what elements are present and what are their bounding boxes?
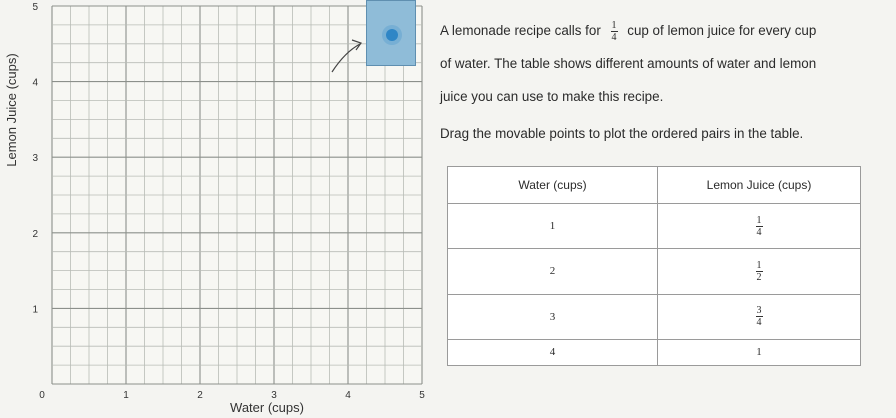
fraction-denominator: 4: [756, 317, 762, 329]
water-cell: 4: [448, 339, 658, 365]
fraction-numerator: 3: [756, 305, 762, 317]
y-tick-label: 2: [32, 228, 38, 240]
lemon-juice-column-header: Lemon Juice (cups): [658, 167, 861, 204]
lemon-juice-cell: [658, 294, 861, 339]
recipe-table: [447, 166, 861, 366]
x-axis-title: Water (cups): [230, 400, 304, 415]
water-cell: 2: [448, 249, 658, 294]
fraction-one-fourth: [611, 20, 618, 43]
y-tick-label: 3: [32, 153, 38, 165]
fraction-denominator: 2: [756, 271, 762, 283]
lemon-juice-cell: [658, 249, 861, 294]
x-tick-label: 4: [345, 390, 351, 401]
x-tick-label: 3: [271, 390, 277, 401]
movable-point-tray[interactable]: [366, 0, 416, 66]
water-column-header: Water (cups): [448, 167, 658, 204]
table-row: [448, 339, 861, 365]
fraction-numerator: 1: [756, 214, 762, 226]
prompt-line-3: juice you can use to make this recipe.: [440, 89, 664, 104]
prompt-line-1: [440, 14, 890, 47]
water-cell: 1: [448, 204, 658, 249]
y-tick-label: 4: [32, 77, 38, 89]
juice-fraction: [756, 215, 763, 238]
table-header-row: [448, 167, 861, 204]
x-tick-label: 5: [419, 390, 425, 401]
x-tick-label: 2: [197, 390, 203, 401]
juice-fraction: [756, 305, 763, 328]
table-row: [448, 249, 861, 294]
lemon-juice-cell: [658, 339, 861, 365]
fraction-denominator: 4: [611, 31, 617, 43]
drag-point-icon[interactable]: [386, 29, 398, 41]
problem-prompt: [440, 14, 890, 113]
fraction-numerator: 1: [756, 259, 762, 271]
water-cell: 3: [448, 294, 658, 339]
fraction-numerator: 1: [611, 19, 617, 31]
x-tick-label: 0: [39, 390, 45, 401]
y-axis-title: Lemon Juice (cups): [4, 53, 19, 167]
y-tick-label: 5: [32, 2, 38, 13]
juice-whole-value: 1: [756, 346, 762, 359]
table-row: [448, 204, 861, 249]
instruction-text: Drag the movable points to plot the ordered pairs in the table.: [440, 126, 804, 141]
prompt-text: A lemonade recipe calls for: [440, 23, 601, 38]
juice-fraction: [756, 260, 763, 283]
prompt-line-2: of water. The table shows different amounts of water and lemon: [440, 56, 817, 71]
fraction-denominator: 4: [756, 226, 762, 238]
table-row: [448, 294, 861, 339]
y-tick-label: 1: [32, 304, 38, 316]
x-tick-label: 1: [123, 390, 129, 401]
coordinate-graph[interactable]: [0, 0, 440, 418]
prompt-text: cup of lemon juice for every cup: [627, 23, 817, 38]
lemon-juice-cell: [658, 204, 861, 249]
